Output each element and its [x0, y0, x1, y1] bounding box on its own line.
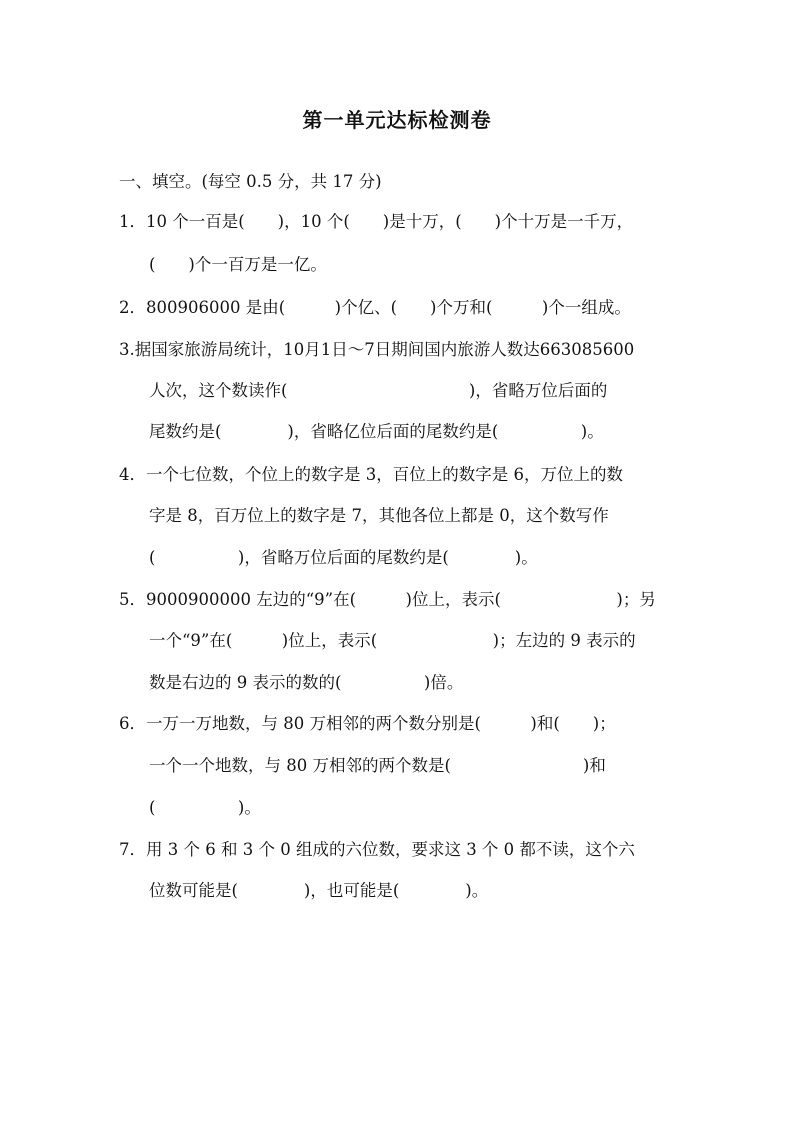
question-5-line-1: 5．9000900000 左边的“9”在( )位上，表示( )；另 [119, 590, 656, 609]
question-4-line-2: 字是 8，百万位上的数字是 7，其他各位上都是 0，这个数写作 [149, 506, 609, 525]
section-heading: 一、填空。(每空 0.5 分，共 17 分) [119, 172, 382, 191]
question-4-line-1: 4．一个七位数，个位上的数字是 3，百位上的数字是 6，万位上的数 [119, 465, 623, 484]
question-3-line-3: 尾数约是( )，省略亿位后面的尾数约是( )。 [149, 422, 604, 441]
question-7-line-2: 位数可能是( )，也可能是( )。 [149, 881, 489, 900]
question-6-line-1: 6．一万一万地数，与 80 万相邻的两个数分别是( )和( )； [119, 714, 616, 733]
question-3-line-2: 人次，这个数读作( )，省略万位后面的 [149, 381, 608, 400]
question-1-line-2: ( )个一百万是一亿。 [149, 255, 327, 274]
question-4-line-3: ( )，省略万位后面的尾数约是( )。 [149, 548, 538, 567]
question-3-line-1: 3.据国家旅游局统计，10月1日～7日期间国内旅游人数达663085600 [119, 340, 635, 359]
question-6-line-3: ( )。 [149, 798, 261, 817]
question-2-line-1: 2．800906000 是由( )个亿、( )个万和( )个一组成。 [119, 298, 631, 317]
page-title: 第一单元达标检测卷 [302, 108, 492, 132]
question-7-line-1: 7．用 3 个 6 和 3 个 0 组成的六位数，要求这 3 个 0 都不读，这个六 [119, 840, 635, 859]
question-6-line-2: 一个一个地数，与 80 万相邻的两个数是( )和 [149, 756, 606, 775]
question-1-line-1: 1．10 个一百是( )，10 个( )是十万，( )个十万是一千万， [119, 212, 634, 231]
question-5-line-2: 一个“9”在( )位上，表示( )；左边的 9 表示的 [149, 631, 636, 650]
question-5-line-3: 数是右边的 9 表示的数的( )倍。 [149, 673, 464, 692]
